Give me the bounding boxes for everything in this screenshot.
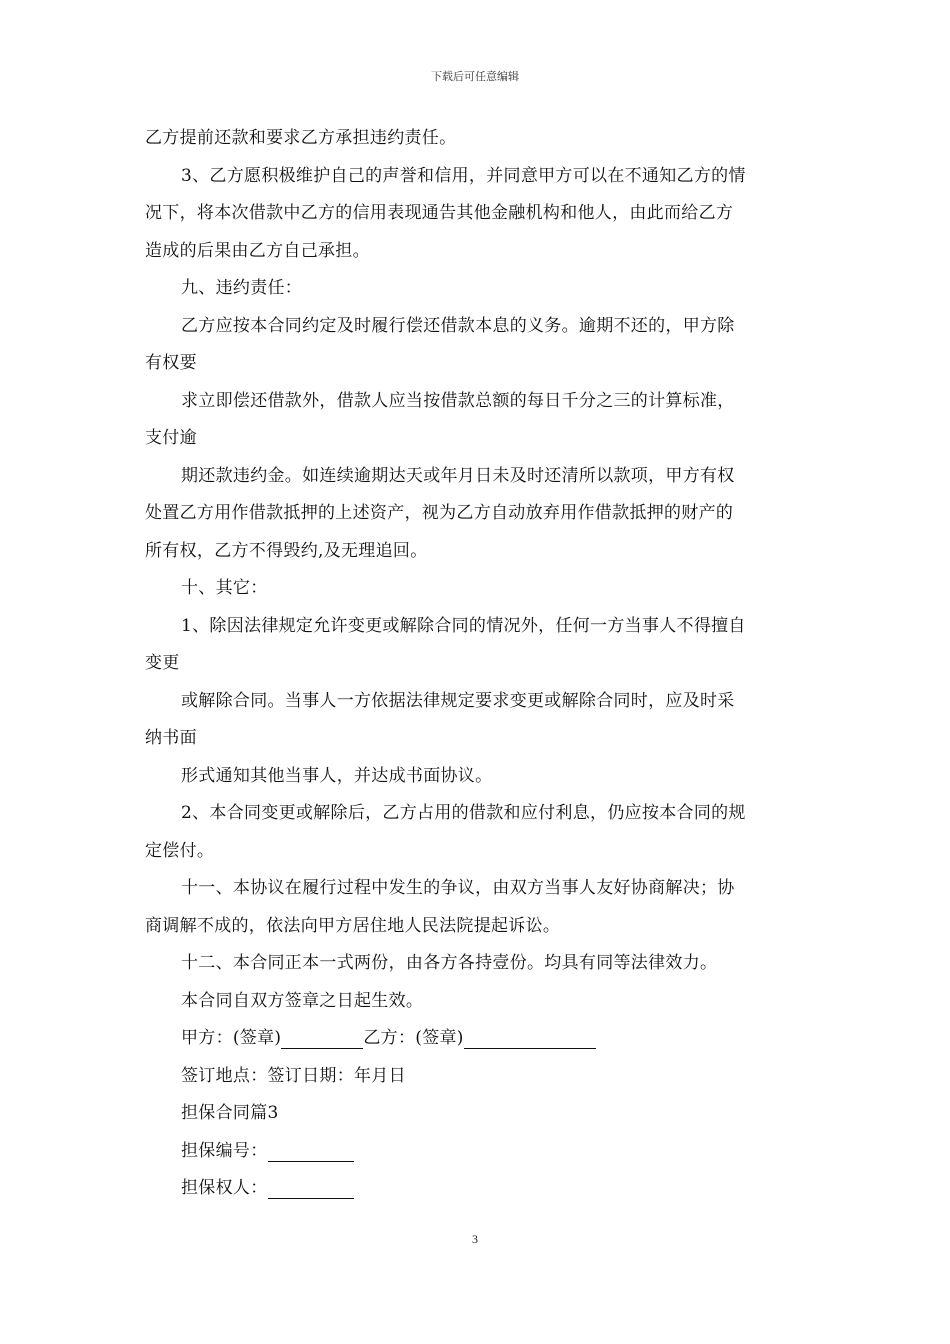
paragraph-line: 乙方提前还款和要求乙方承担违约责任。 bbox=[145, 128, 457, 148]
paragraph-line: 或解除合同。当事人一方依据法律规定要求变更或解除合同时，应及时采 bbox=[181, 690, 735, 711]
paragraph-line: 求立即偿还借款外，借款人应当按借款总额的每日千分之三的计算标准， bbox=[181, 390, 735, 411]
sign-place-date: 签订地点：签订日期：年月日 bbox=[181, 1065, 406, 1086]
section-heading: 九、违约责任： bbox=[181, 278, 303, 298]
paragraph-line: 十一、本协议在履行过程中发生的争议，由双方当事人友好协商解决；协 bbox=[181, 878, 735, 898]
guarantee-holder-label: 担保权人： bbox=[181, 1178, 268, 1198]
paragraph-line: 有权要 bbox=[145, 353, 197, 373]
paragraph-line: 十二、本合同正本一式两份，由各方各持壹份。均具有同等法律效力。 bbox=[181, 953, 718, 973]
paragraph-line: 纳书面 bbox=[145, 728, 197, 748]
paragraph-line: 造成的后果由乙方自己承担。 bbox=[145, 240, 370, 261]
paragraph-line: 支付逾 bbox=[145, 428, 197, 448]
guarantee-holder-blank bbox=[268, 1178, 354, 1199]
paragraph-line: 2、本合同变更或解除后，乙方占用的借款和应付利息，仍应按本合同的规 bbox=[181, 803, 746, 823]
party-a-label: 甲方：(签章) bbox=[181, 1028, 282, 1048]
party-b-signature-blank bbox=[464, 1028, 596, 1049]
guarantee-number-line bbox=[145, 1133, 810, 1171]
paragraph-line: 商调解不成的，依法向甲方居住地人民法院提起诉讼。 bbox=[145, 915, 561, 936]
page-number: 3 bbox=[472, 1232, 478, 1246]
paragraph-line: 3、乙方愿积极维护自己的声誉和信用，并同意甲方可以在不通知乙方的情 bbox=[181, 165, 746, 186]
paragraph-line: 处置乙方用作借款抵押的上述资产，视为乙方自动放弃用作借款抵押的财产的 bbox=[145, 503, 734, 523]
signature-line bbox=[145, 1020, 810, 1058]
paragraph-line: 期还款违约金。如连续逾期达天或年月日未及时还清所以款项，甲方有权 bbox=[181, 465, 735, 486]
guarantee-number-label: 担保编号： bbox=[181, 1140, 268, 1161]
paragraph-line: 定偿付。 bbox=[145, 840, 215, 861]
paragraph-line: 1、除因法律规定允许变更或解除合同的情况外，任何一方当事人不得擅自 bbox=[181, 615, 746, 636]
document-body bbox=[145, 120, 810, 1208]
paragraph-line: 本合同自双方签章之日起生效。 bbox=[181, 990, 424, 1011]
section-heading: 十、其它： bbox=[181, 578, 268, 598]
paragraph-line: 变更 bbox=[145, 653, 180, 673]
paragraph-line: 形式通知其他当事人，并达成书面协议。 bbox=[181, 765, 493, 786]
paragraph-line: 所有权，乙方不得毁约,及无理追回。 bbox=[145, 540, 428, 561]
party-b-label: 乙方：(签章) bbox=[363, 1028, 464, 1048]
guarantee-holder-line bbox=[145, 1170, 810, 1208]
page-header: 下载后可任意编辑 bbox=[431, 70, 519, 83]
paragraph-line: 乙方应按本合同约定及时履行偿还借款本息的义务。逾期不还的，甲方除 bbox=[181, 315, 735, 336]
guarantee-contract-title: 担保合同篇3 bbox=[181, 1103, 279, 1123]
paragraph-line: 况下，将本次借款中乙方的信用表现通告其他金融机构和他人，由此而给乙方 bbox=[145, 203, 734, 223]
party-a-signature-blank bbox=[281, 1028, 363, 1049]
guarantee-number-blank bbox=[268, 1141, 354, 1162]
